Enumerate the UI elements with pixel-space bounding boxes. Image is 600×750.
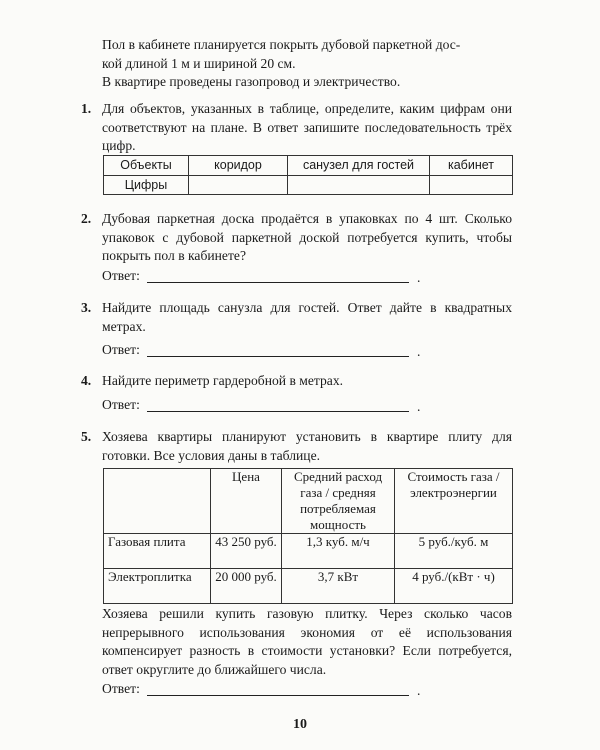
q5-gas-name: Газовая плита [104,534,211,569]
q5-row-electric [104,569,513,604]
intro-line-3: В квартире проведены газопровод и электричество. [102,74,401,89]
q5-electric-usage: 3,7 кВт [282,569,395,604]
q5-followup-text: Хозяева решили купить газовую плитку. Через сколько часов непрерывного использования экономия от её использования компенсирует разность в стоимости установки? Если потребуется, ответ округлите до ближайшего числа. [102,606,512,677]
q1-table-header-row [104,156,513,176]
q3-answer-line[interactable] [147,356,409,357]
q3-answer-end: . [417,344,421,359]
q2-number: 2. [81,211,92,226]
q5-gas-cost: 5 руб./куб. м [395,534,513,569]
q5-gas-price: 43 250 руб. [211,534,282,569]
q1-answer-cell-bathroom[interactable] [288,175,430,195]
q1-table-col-bathroom: санузел для гостей [288,156,430,176]
q5-text: Хозяева квартиры планируют установить в квартире плиту для готовки. Все условия даны в таблице. [102,429,512,463]
intro-line-2: кой длиной 1 м и шириной 20 см. [102,55,296,71]
intro-paragraph [102,36,512,92]
q3-answer-label: Ответ: [102,342,140,357]
intro-line-1: Пол в кабинете планируется покрыть дубовой паркетной дос- [102,37,461,52]
q2-answer-line[interactable] [147,282,409,283]
q4-text: Найдите периметр гардеробной в метрах. [102,373,344,388]
q5-table [103,468,513,604]
q5-header-cost: Стоимость газа / электроэнергии [395,469,513,534]
q1-answer-cell-office[interactable] [430,175,513,195]
q1-answer-cell-corridor[interactable] [189,175,288,195]
q5-electric-name: Электроплитка [104,569,211,604]
q2-answer-end: . [417,270,421,285]
q1-table-digits-label: Цифры [104,175,189,195]
q1-number: 1. [81,101,92,116]
page-number: 10 [293,717,307,732]
q4-number: 4. [81,373,92,388]
q1-table-col-office: кабинет [430,156,513,176]
q5-electric-cost: 4 руб./(кВт · ч) [395,569,513,604]
q5-table-header-row [104,469,513,534]
q5-answer-line[interactable] [147,695,409,696]
q3-text: Найдите площадь санузла для гостей. Ответ дайте в квадратных метрах. [102,300,512,334]
q1-table-col-corridor: коридор [189,156,288,176]
q5-header-usage: Средний расход газа / средняя потребляемая мощность [282,469,395,534]
q2-text: Дубовая паркетная доска продаётся в упаковках по 4 шт. Сколько упаковок с дубовой паркетной доской потребуется купить, чтобы покрыть пол в кабинете? [102,211,512,263]
q4-answer-end: . [417,399,421,414]
q1-table-digits-row [104,175,513,195]
q5-gas-usage: 1,3 куб. м/ч [282,534,395,569]
q5-answer-end: . [417,683,421,698]
q5-answer-label: Ответ: [102,681,140,696]
q5-number: 5. [81,429,92,444]
q5-electric-price: 20 000 руб. [211,569,282,604]
q5-header-empty [104,469,211,534]
q3-number: 3. [81,300,92,315]
q4-answer-label: Ответ: [102,397,140,412]
q5-row-gas [104,534,513,569]
q5-header-price: Цена [211,469,282,534]
q1-text: Для объектов, указанных в таблице, определите, каким цифрам они соответствуют на плане. В ответ запишите последовательность трёх цифр. [102,101,512,153]
q1-table [103,155,513,195]
q2-answer-label: Ответ: [102,268,140,283]
q1-table-objects-label: Объекты [104,156,189,176]
q4-answer-line[interactable] [147,411,409,412]
